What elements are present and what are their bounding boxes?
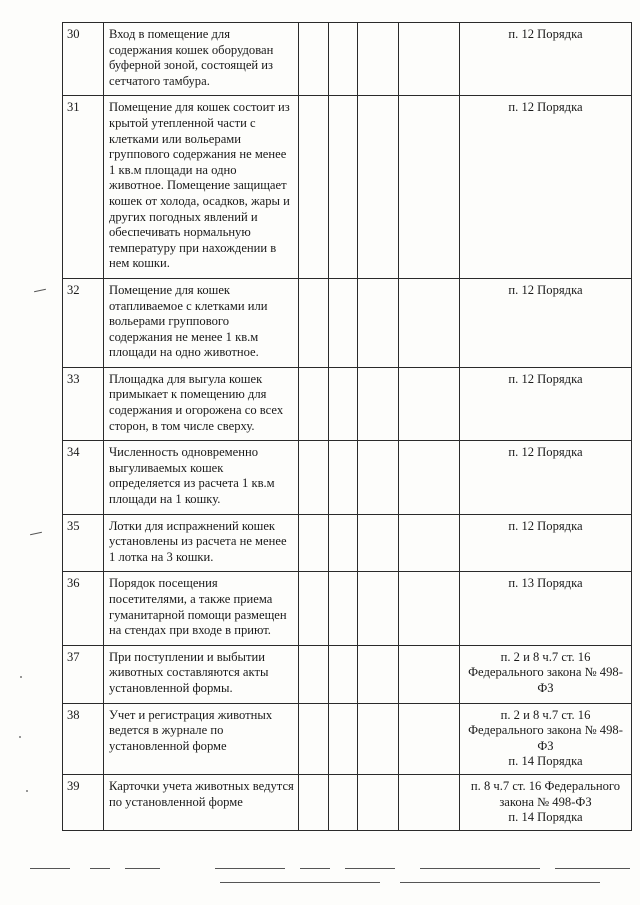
legal-reference bbox=[460, 703, 632, 774]
requirement-text: Карточки учета животных ведутся по установленной форме bbox=[104, 774, 299, 830]
requirement-text: Площадка для выгула кошек примыкает к помещению для содержания и огорожена со всех сторон, в том числе сверху. bbox=[104, 367, 299, 440]
scan-artifact bbox=[34, 289, 46, 292]
table-row bbox=[63, 774, 632, 830]
scan-artifact bbox=[26, 790, 28, 792]
scan-artifact bbox=[30, 868, 70, 869]
empty-cell bbox=[329, 23, 358, 96]
row-number: 34 bbox=[63, 441, 104, 514]
legal-reference bbox=[460, 441, 632, 514]
empty-cell bbox=[358, 278, 399, 367]
empty-cell bbox=[399, 441, 460, 514]
requirement-text: Лотки для испражнений кошек установлены из расчета не менее 1 лотка на 3 кошки. bbox=[104, 514, 299, 572]
scan-artifact bbox=[30, 532, 42, 535]
empty-cell bbox=[329, 645, 358, 703]
empty-cell bbox=[358, 441, 399, 514]
legal-reference bbox=[460, 23, 632, 96]
legal-reference bbox=[460, 514, 632, 572]
reference-line: п. 8 ч.7 ст. 16 Федерального закона № 498-ФЗ bbox=[470, 778, 621, 809]
requirement-text: При поступлении и выбытии животных составляются акты установленной формы. bbox=[104, 645, 299, 703]
table-row bbox=[63, 441, 632, 514]
empty-cell bbox=[299, 572, 329, 645]
empty-cell bbox=[329, 514, 358, 572]
reference-line: п. 2 и 8 ч.7 ст. 16 Федерального закона № 498-ФЗ bbox=[468, 649, 623, 695]
empty-cell bbox=[358, 96, 399, 279]
empty-cell bbox=[358, 572, 399, 645]
legal-reference bbox=[460, 96, 632, 279]
empty-cell bbox=[358, 703, 399, 774]
table-row bbox=[63, 514, 632, 572]
legal-reference bbox=[460, 572, 632, 645]
empty-cell bbox=[329, 441, 358, 514]
empty-cell bbox=[399, 703, 460, 774]
row-number: 39 bbox=[63, 774, 104, 830]
legal-reference bbox=[460, 645, 632, 703]
requirement-text: Численность одновременно выгуливаемых кошек определяется из расчета 1 кв.м площади на 1 кошку. bbox=[104, 441, 299, 514]
table-row bbox=[63, 278, 632, 367]
empty-cell bbox=[329, 96, 358, 279]
row-number: 36 bbox=[63, 572, 104, 645]
row-number: 37 bbox=[63, 645, 104, 703]
table-row bbox=[63, 572, 632, 645]
table-row bbox=[63, 645, 632, 703]
reference-line: п. 12 Порядка bbox=[508, 282, 583, 297]
reference-line: п. 14 Порядка bbox=[508, 754, 583, 769]
row-number: 32 bbox=[63, 278, 104, 367]
empty-cell bbox=[358, 514, 399, 572]
scan-artifact bbox=[400, 882, 600, 883]
scan-artifact bbox=[345, 868, 395, 869]
empty-cell bbox=[299, 645, 329, 703]
scan-artifact bbox=[19, 736, 21, 738]
empty-cell bbox=[329, 278, 358, 367]
empty-cell bbox=[399, 645, 460, 703]
empty-cell bbox=[399, 572, 460, 645]
scan-artifact bbox=[300, 868, 330, 869]
empty-cell bbox=[299, 774, 329, 830]
requirement-text: Помещение для кошек состоит из крытой утепленной части с клетками или вольерами группового содержания не менее 1 кв.м площади на одно животное. Помещение защищает кошек от холода, осадков, жары и других погодных явлений и обеспечивать нормальную температуру при нахождении в нем кошки. bbox=[104, 96, 299, 279]
row-number: 38 bbox=[63, 703, 104, 774]
empty-cell bbox=[329, 367, 358, 440]
checklist-table bbox=[62, 22, 632, 831]
table-row bbox=[63, 23, 632, 96]
reference-line: п. 12 Порядка bbox=[508, 518, 583, 533]
scan-artifact bbox=[215, 868, 285, 869]
reference-line: п. 12 Порядка bbox=[508, 27, 583, 41]
row-number: 35 bbox=[63, 514, 104, 572]
scan-artifact bbox=[125, 868, 160, 869]
empty-cell bbox=[329, 572, 358, 645]
legal-reference bbox=[460, 367, 632, 440]
requirement-text: Помещение для кошек отапливаемое с клетками или вольерами группового содержания не менее 1 кв.м площади на одно животное. bbox=[104, 278, 299, 367]
scan-artifact bbox=[20, 676, 22, 678]
empty-cell bbox=[299, 367, 329, 440]
empty-cell bbox=[399, 367, 460, 440]
requirement-text: Вход в помещение для содержания кошек оборудован буферной зоной, состоящей из сетчатого тамбура. bbox=[104, 23, 299, 96]
empty-cell bbox=[358, 23, 399, 96]
empty-cell bbox=[358, 367, 399, 440]
row-number: 33 bbox=[63, 367, 104, 440]
empty-cell bbox=[299, 703, 329, 774]
reference-line: п. 13 Порядка bbox=[508, 576, 583, 591]
empty-cell bbox=[399, 278, 460, 367]
table-row bbox=[63, 367, 632, 440]
empty-cell bbox=[299, 96, 329, 279]
empty-cell bbox=[299, 23, 329, 96]
scan-artifact bbox=[220, 882, 380, 883]
requirement-text: Учет и регистрация животных ведется в журнале по установленной форме bbox=[104, 703, 299, 774]
empty-cell bbox=[399, 96, 460, 279]
empty-cell bbox=[299, 514, 329, 572]
reference-line: п. 12 Порядка bbox=[508, 371, 583, 386]
reference-line: п. 12 Порядка bbox=[508, 445, 583, 460]
reference-line: п. 14 Порядка bbox=[508, 810, 583, 825]
empty-cell bbox=[329, 774, 358, 830]
empty-cell bbox=[399, 23, 460, 96]
requirement-text: Порядок посещения посетителями, а также приема гуманитарной помощи размещен на стендах при входе в приют. bbox=[104, 572, 299, 645]
table-row bbox=[63, 703, 632, 774]
empty-cell bbox=[299, 278, 329, 367]
empty-cell bbox=[358, 645, 399, 703]
scan-artifact bbox=[90, 868, 110, 869]
row-number: 30 bbox=[63, 23, 104, 96]
scan-artifact bbox=[555, 868, 630, 869]
empty-cell bbox=[399, 514, 460, 572]
reference-line: п. 2 и 8 ч.7 ст. 16 Федерального закона № 498-ФЗ bbox=[468, 707, 623, 753]
empty-cell bbox=[299, 441, 329, 514]
row-number: 31 bbox=[63, 96, 104, 279]
empty-cell bbox=[358, 774, 399, 830]
empty-cell bbox=[399, 774, 460, 830]
empty-cell bbox=[329, 703, 358, 774]
legal-reference bbox=[460, 278, 632, 367]
legal-reference bbox=[460, 774, 632, 830]
scan-artifact bbox=[420, 868, 540, 869]
table-row bbox=[63, 96, 632, 279]
reference-line: п. 12 Порядка bbox=[508, 100, 583, 115]
